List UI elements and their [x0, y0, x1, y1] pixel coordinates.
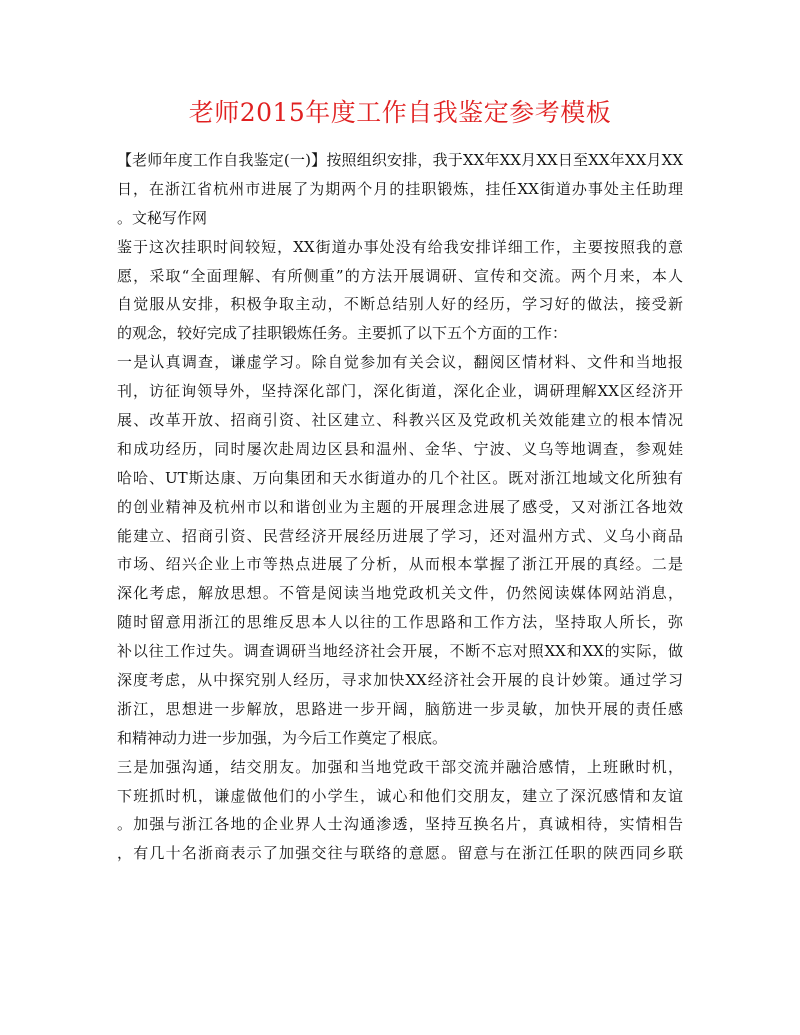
- text-line: 补以往工作过失。调查调研当地经济社会开展，不断不忘对照XX和XX的实际，做: [117, 642, 683, 661]
- text-line: 的观念，较好完成了挂职锻炼任务。主要抓了以下五个方面的工作：: [117, 324, 568, 343]
- text-line: 三是加强沟通，结交朋友。加强和当地党政干部交流并融洽感情，上班瞅时机，: [117, 757, 683, 776]
- document-title: 老师2015年度工作自我鉴定参考模板: [188, 98, 612, 127]
- text-line: 随时留意用浙江的思维反思本人以往的工作思路和工作方法，坚持取人所长，弥: [117, 613, 683, 632]
- text-line: 能建立、招商引资、民营经济开展经历进展了学习，还对温州方式、义乌小商品: [117, 526, 683, 545]
- text-line: 展、改革开放、招商引资、社区建立、科教兴区及党政机关效能建立的根本情况: [117, 411, 683, 430]
- text-line: 鉴于这次挂职时间较短，XX街道办事处没有给我安排详细工作，主要按照我的意: [117, 237, 683, 256]
- text-line: 深化考虑，解放思想。不管是阅读当地党政机关文件，仍然阅读媒体网站消息，: [117, 584, 683, 603]
- text-line: 深度考虑，从中探究别人经历，寻求加快XX经济社会开展的良计妙策。通过学习: [117, 671, 683, 690]
- text-line: 的创业精神及杭州市以和谐创业为主题的开展理念进展了感受，又对浙江各地效: [117, 497, 683, 516]
- document-body: [117, 146, 683, 868]
- text-line: 下班抓时机，谦虚做他们的小学生，诚心和他们交朋友，建立了深沉感情和友谊: [117, 786, 683, 805]
- text-line: 愿，采取“全面理解、有所侧重”的方法开展调研、宣传和交流。两个月来，本人: [117, 266, 683, 285]
- text-line: 自觉服从安排，积极争取主动，不断总结别人好的经历，学习好的做法，接受新: [117, 295, 683, 314]
- text-line: 日，在浙江省杭州市进展了为期两个月的挂职锻炼，挂任XX街道办事处主任助理: [117, 179, 683, 198]
- text-line: 和成功经历，同时屡次赴周边区县和温州、金华、宁波、义乌等地调查，参观娃: [117, 439, 683, 458]
- text-line: 浙江，思想进一步解放，思路进一步开阔，脑筋进一步灵敏，加快开展的责任感: [117, 699, 683, 718]
- text-line: 刊，访征询领导外，坚持深化部门，深化街道，深化企业，调研理解XX区经济开: [117, 382, 683, 401]
- text-line: 和精神动力进一步加强，为今后工作奠定了根底。: [117, 728, 448, 747]
- text-line: 。文秘写作网: [117, 208, 208, 227]
- text-line: 【老师年度工作自我鉴定(一)】按照组织安排，我于XX年XX月XX日至XX年XX月XX: [117, 151, 683, 169]
- text-line: ，有几十名浙商表示了加强交往与联络的意愿。留意与在浙江任职的陕西同乡联: [117, 844, 683, 863]
- text-line: 哈哈、UT斯达康、万向集团和天水街道办的几个社区。既对浙江地域文化所独有: [117, 468, 683, 487]
- text-line: 一是认真调查，谦虚学习。除自觉参加有关会议，翻阅区情材料、文件和当地报: [117, 353, 683, 372]
- text-line: 。加强与浙江各地的企业界人士沟通渗透，坚持互换名片，真诚相待，实情相告: [117, 815, 683, 834]
- text-line: 市场、绍兴企业上市等热点进展了分析，从而根本掌握了浙江开展的真经。二是: [117, 555, 683, 574]
